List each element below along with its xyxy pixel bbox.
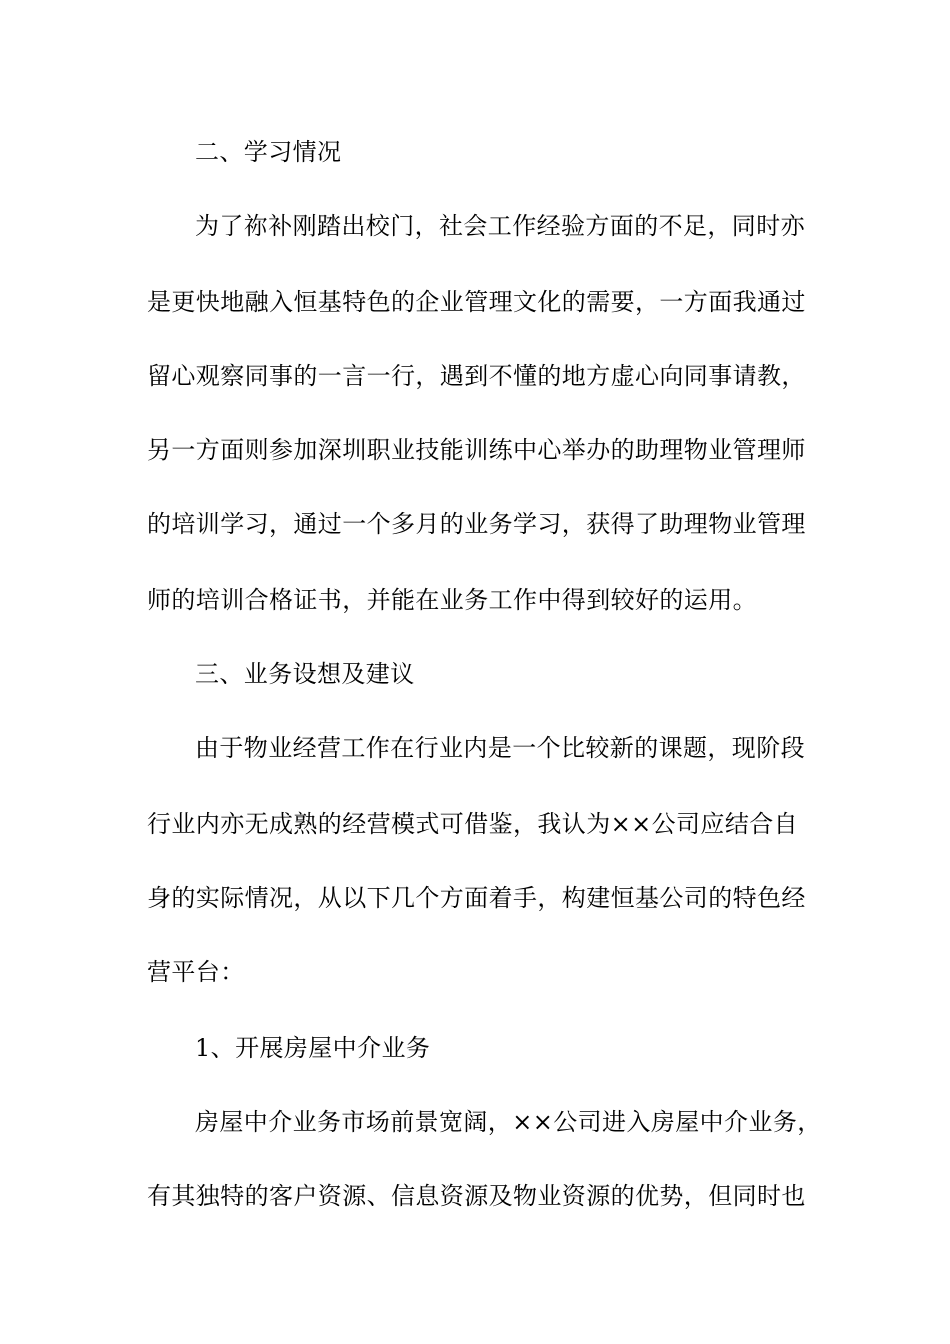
section-heading-study: 二、学习情况	[195, 138, 342, 166]
paragraph-line: 师的培训合格证书，并能在业务工作中得到较好的运用。	[147, 586, 757, 614]
section-heading-suggestions: 三、业务设想及建议	[195, 660, 415, 688]
paragraph-line: 行业内亦无成熟的经营模式可借鉴，我认为××公司应结合自	[147, 810, 799, 838]
paragraph-line: 的培训学习，通过一个多月的业务学习，获得了助理物业管理	[147, 510, 806, 538]
paragraph-line: 留心观察同事的一言一行，遇到不懂的地方虚心向同事请教，	[147, 362, 806, 390]
paragraph-line: 由于物业经营工作在行业内是一个比较新的课题，现阶段	[195, 734, 805, 762]
paragraph-line: 身的实际情况，从以下几个方面着手，构建恒基公司的特色经	[147, 884, 806, 912]
paragraph-line: 房屋中介业务市场前景宽阔，××公司进入房屋中介业务，	[195, 1108, 822, 1136]
paragraph-line: 是更快地融入恒基特色的企业管理文化的需要，一方面我通过	[147, 288, 806, 316]
paragraph-line: 营平台：	[147, 958, 245, 986]
paragraph-line: 有其独特的客户资源、信息资源及物业资源的优势，但同时也	[147, 1182, 806, 1210]
subsection-heading-agency: 1、开展房屋中介业务	[195, 1034, 431, 1062]
paragraph-line: 另一方面则参加深圳职业技能训练中心举办的助理物业管理师	[147, 436, 806, 464]
paragraph-line: 为了祢补刚踏出校门，社会工作经验方面的不足，同时亦	[195, 212, 805, 240]
